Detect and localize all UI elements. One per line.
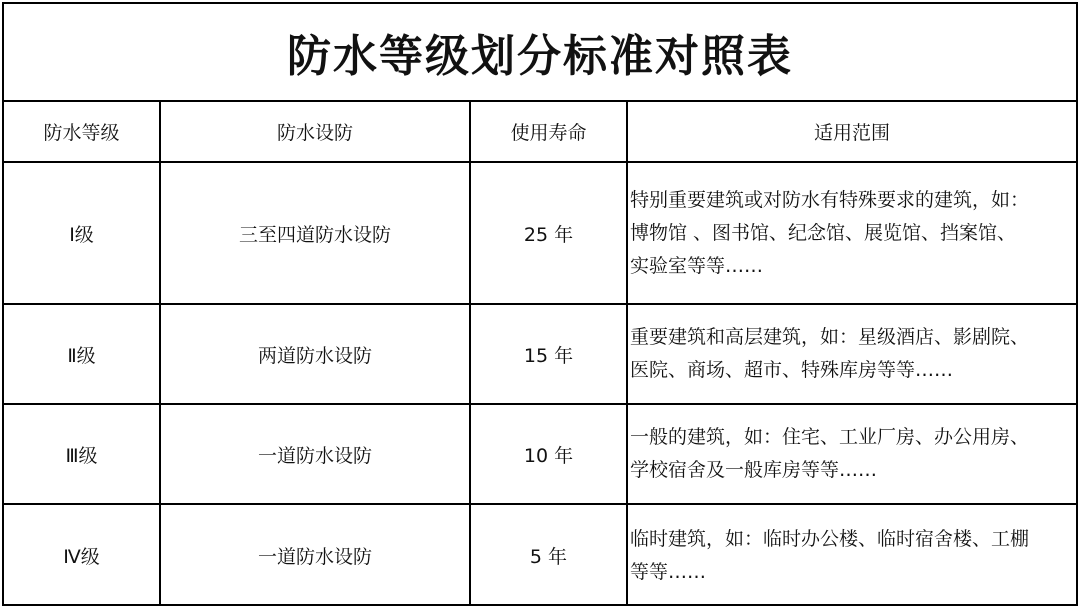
defense-cell: 两道防水设防 xyxy=(160,304,470,404)
life-cell: 15 年 xyxy=(470,304,627,404)
scope-cell xyxy=(627,404,1076,504)
scope-line: 重要建筑和高层建筑，如：星级酒店、影剧院、 xyxy=(630,326,1030,348)
scope-line: 临时建筑，如：临时办公楼、临时宿舍楼、工棚 xyxy=(630,527,1030,550)
table-row xyxy=(4,162,1076,304)
scope-line: 一般的建筑，如：住宅、工业厂房、办公用房、 xyxy=(630,426,1030,448)
standards-table xyxy=(4,102,1076,606)
table-row xyxy=(4,304,1076,404)
scope-line: 学校宿舍及一般库房等等…… xyxy=(630,459,878,481)
level-cell: Ⅱ级 xyxy=(4,304,160,404)
scope-cell xyxy=(627,304,1076,404)
scope-cell xyxy=(627,504,1076,606)
header-life: 使用寿命 xyxy=(470,102,627,162)
life-cell: 5 年 xyxy=(470,504,627,606)
life-cell: 25 年 xyxy=(470,162,627,304)
header-level: 防水等级 xyxy=(4,102,160,162)
header-scope: 适用范围 xyxy=(627,102,1076,162)
title-row xyxy=(4,4,1076,102)
scope-cell xyxy=(627,162,1076,304)
level-cell: Ⅲ级 xyxy=(4,404,160,504)
scope-line: 等等…… xyxy=(630,560,707,583)
table-title: 防水等级划分标准对照表 xyxy=(287,31,793,82)
scope-line: 实验室等等…… xyxy=(630,254,764,277)
defense-cell: 一道防水设防 xyxy=(160,504,470,606)
life-cell: 10 年 xyxy=(470,404,627,504)
defense-cell: 一道防水设防 xyxy=(160,404,470,504)
header-defense: 防水设防 xyxy=(160,102,470,162)
scope-line: 博物馆 、图书馆、纪念馆、展览馆、挡案馆、 xyxy=(630,221,1017,244)
table-row xyxy=(4,504,1076,606)
level-cell: Ⅳ级 xyxy=(4,504,160,606)
level-cell: Ⅰ级 xyxy=(4,162,160,304)
standards-table-sheet xyxy=(2,2,1078,606)
scope-line: 特别重要建筑或对防水有特殊要求的建筑，如： xyxy=(630,188,1030,211)
table-row xyxy=(4,404,1076,504)
defense-cell: 三至四道防水设防 xyxy=(160,162,470,304)
scope-line: 医院、商场、超市、特殊库房等等…… xyxy=(630,359,954,381)
header-row xyxy=(4,102,1076,162)
